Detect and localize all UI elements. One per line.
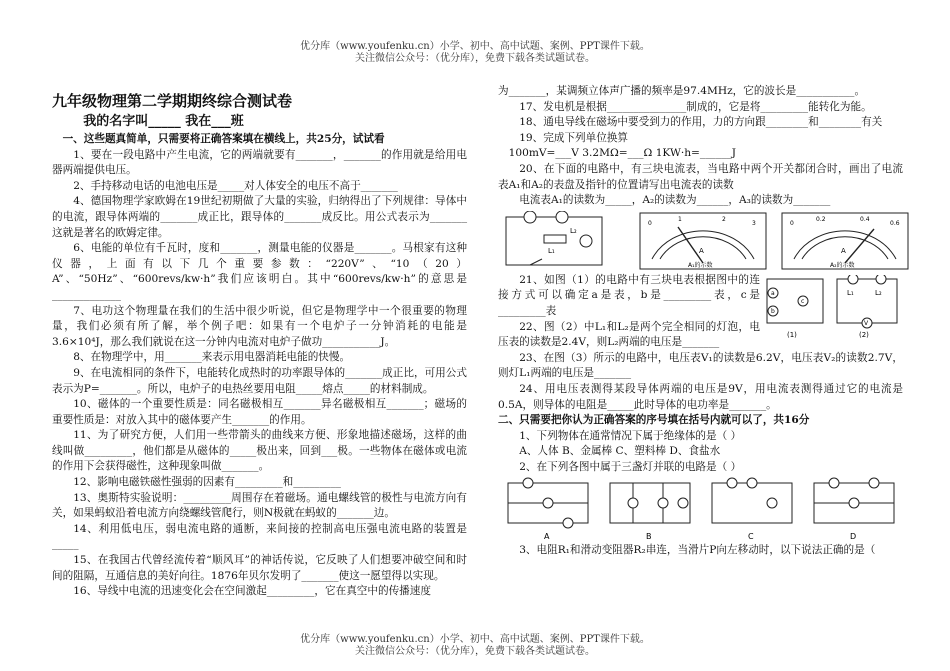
question-2: 2、手持移动电话的电池电压是_____对人体安全的电压不高于_______ [73, 179, 398, 192]
fig1-label-b: b [771, 307, 775, 315]
header-line-2: 关注微信公众号：（优分库），免费下载各类试题试卷。 [355, 53, 595, 64]
mc-question-2: 2、在下列各图中属于三盏灯并联的电路是（ ） [519, 460, 742, 473]
a1-unit: A [699, 246, 704, 255]
a1-scale-1: 1 [678, 215, 682, 223]
question-15: 15、在我国古代曾经流传着“顺风耳”的神话传说，它反映了人们想要冲破空间和时间的阻隔，互通信息的美好向往。1876年贝尔发明了_______使这一愿望得以实现。 [52, 554, 467, 582]
ammeter-a1-dial [638, 211, 768, 271]
question-21: 21、如图（1）的电路中有三块电表根据图中的连接方式可以确定a是表，b是_________表，c是_________表 [498, 273, 760, 317]
figure-1-caption: (1) [787, 330, 797, 339]
q21-22-text [498, 273, 760, 351]
name-class-line: 我的名字叫_____ 我在___班 [83, 114, 244, 129]
a1-caption: A₁的示数 [688, 261, 713, 269]
question-1: 1、要在一段电路中产生电流，它的两端就要有_______，_______的作用就是给用电器两端提供电压。 [52, 148, 467, 177]
a1-scale-2: 2 [722, 215, 726, 223]
left-column [52, 84, 467, 600]
page-title: 九年级物理第二学期期终综合测试卷 [52, 92, 293, 110]
header-line-1: 优分库（www.youfenku.cn）小学、初中、高中试题、案例、PPT课件下载。 [300, 41, 650, 52]
mc-question-1-options: A、人体 B、金属棒 C、塑料棒 D、食盐水 [519, 445, 721, 458]
circuit-d [814, 478, 894, 541]
question-19: 19、完成下列单位换算 [519, 131, 629, 144]
q20-figures [498, 211, 903, 273]
question-12: 12、影响电磁铁磁性强弱的因素有_________和_________ [73, 476, 341, 489]
a1-scale-0: 0 [648, 219, 652, 227]
section-2-heading: 二、只需要把你认为正确答案的序号填在括号内就可以了，共16分 [498, 414, 810, 427]
question-22: 22、图（2）中L₁和L₂是两个完全相同的灯泡，电压表的读数是2.4V，则L₂两端的电压是_______ [498, 320, 760, 349]
figure-1-2-circuits [763, 275, 903, 341]
question-9: 9、在电流相同的条件下，电能转化成热时的功率跟导体的_______成正比，可用公式表示为P=_______。所以，电炉子的电热丝要用电阻_____熔点_____的材料制成。 [52, 366, 467, 395]
question-10: 10、磁体的一个重要性质是：同名磁极相互_______异名磁极相互_______；磁场的重要性质是：对放入其中的磁体要产生_______的作用。 [52, 398, 467, 426]
fig1-label-a: a [771, 289, 775, 297]
a2-caption: A₂的示数 [830, 261, 855, 269]
question-17: 17、发电机是根据_______________制成的，它是将_________能转化为能。 [519, 100, 872, 113]
q20-l1-label: L₁ [548, 246, 555, 255]
question-20: 20、在下面的电路中，有三块电流表，当电路中两个开关都闭合时，画出了电流表A₁和A₂的表盘及指针的位置请写出电流表的读数 [498, 162, 903, 191]
question-11: 11、为了研究方便，人们用一些带箭头的曲线来方便、形象地描述磁场，这样的曲线叫做_________，他们都是从磁体的_____极出来，回到___极。一些物体在磁体或电流的作用下会获得磁性，这种现象叫做_______。 [52, 429, 467, 473]
circuit-b-label: B [646, 532, 652, 542]
question-8: 8、在物理学中，用_______来表示用电器消耗电能的快慢。 [73, 351, 351, 364]
question-4: 4、德国物理学家欧姆在19世纪初期做了大量的实验，归纳得出了下列规律：导体中的电流，跟导体两端的_______成正比，跟导体的_______成反比。用公式表示为_______这就是著名的欧姆定律。 [52, 195, 467, 239]
a2-scale-0: 0 [790, 219, 794, 227]
circuit-b [610, 483, 690, 541]
question-20-readings: 电流表A₁的读数为_____，A₂的读数为______，A₃的读数为_______ [519, 194, 831, 207]
circuit-c [712, 478, 792, 541]
a1-scale-3: 3 [752, 219, 756, 227]
question-24: 24、用电压表测得某段导体两端的电压是9V，用电流表测得通过它的电流是0.5A，则导体的电阻是_____此时导体的电功率是_______。 [498, 382, 903, 411]
question-6: 6、电能的单位有千瓦时，度和_______，测量电能的仪器是_______。马根家有这种仪器，上面有以下几个重要参数：“220V”、“10（20）A”、“50Hz”、“600revs/kw·h”我们应该明白。其中“600revs/kw·h”的意思是_____________ [52, 242, 467, 301]
q20-l2-label: L₂ [570, 226, 577, 235]
mc-question-3: 3、电阻R₁和滑动变阻器R₂串连，当滑片P向左移动时，以下说法正确的是（ [519, 544, 876, 557]
mc-question-1: 1、下列物体在通常情况下属于绝缘体的是（ ） [519, 429, 742, 442]
question-16-continued: 为_______，某调频立体声广播的频率是97.4MHz，它的波长是___________。 [498, 85, 866, 97]
question-19-conversions: 100mV=___V 3.2MΩ=___Ω 1KW·h=______J [508, 147, 736, 160]
question-7: 7、电功这个物理量在我们的生活中很少听说，但它是物理学中一个很重要的物理量，我们必须有所了解，举个例子吧：如果有一个电炉子一分钟消耗的电能是3.6×10⁴J，那么我们就说在这一分钟内电流对电炉子做功___________J。 [52, 304, 467, 348]
fig1-label-c: c [801, 297, 805, 305]
fig2-voltmeter-label: V [864, 319, 869, 327]
section-1-heading: 一、这些题真简单，只需要将正确答案填在横线上，共25分，试试看 [62, 133, 385, 145]
question-23: 23、在图（3）所示的电路中，电压表V₁的读数是6.2V，电压表V₂的读数2.7V，则灯L₁两端的电压是_______ [498, 351, 903, 380]
a2-scale-2: 0.4 [860, 215, 870, 223]
right-column [498, 84, 903, 559]
question-16: 16、导线中电流的迅速变化会在空间激起_________，它在真空中的传播速度 [73, 585, 431, 598]
ammeter-a2-dial [780, 211, 910, 271]
a2-scale-3: 0.6 [890, 219, 900, 227]
page-header [0, 41, 950, 65]
fig2-l2-label: L₂ [875, 288, 882, 297]
circuit-a [508, 478, 588, 541]
question-14: 14、利用低电压，弱电流电路的通断，来间接的控制高电压强电流电路的装置是_____ [52, 522, 467, 551]
question-18: 18、通电导线在磁场中要受到力的作用，力的方向跟________和________有关 [519, 116, 883, 129]
mc-question-2-circuits [498, 477, 898, 543]
fig2-l1-label: L₁ [847, 288, 854, 297]
footer-line-2: 关注微信公众号：（优分库），免费下载各类试题试卷。 [355, 646, 595, 657]
q20-circuit-diagram [500, 211, 610, 271]
a2-scale-1: 0.2 [816, 215, 826, 223]
circuit-a-label: A [544, 532, 550, 542]
footer-line-1: 优分库（www.youfenku.cn）小学、初中、高中试题、案例、PPT课件下载。 [300, 634, 650, 645]
a2-unit: A [841, 246, 846, 255]
question-13: 13、奥斯特实验说明：_________周围存在着磁场。通电螺线管的极性与电流方向有关，如果蚂蚁沿着电流方向绕螺线管爬行，则N极就在蚂蚁的_______边。 [52, 491, 467, 520]
page-footer [0, 634, 950, 658]
q21-23-block [498, 273, 903, 351]
circuit-c-label: C [748, 532, 754, 542]
figure-2-caption: (2) [859, 330, 869, 339]
circuit-d-label: D [850, 532, 857, 542]
